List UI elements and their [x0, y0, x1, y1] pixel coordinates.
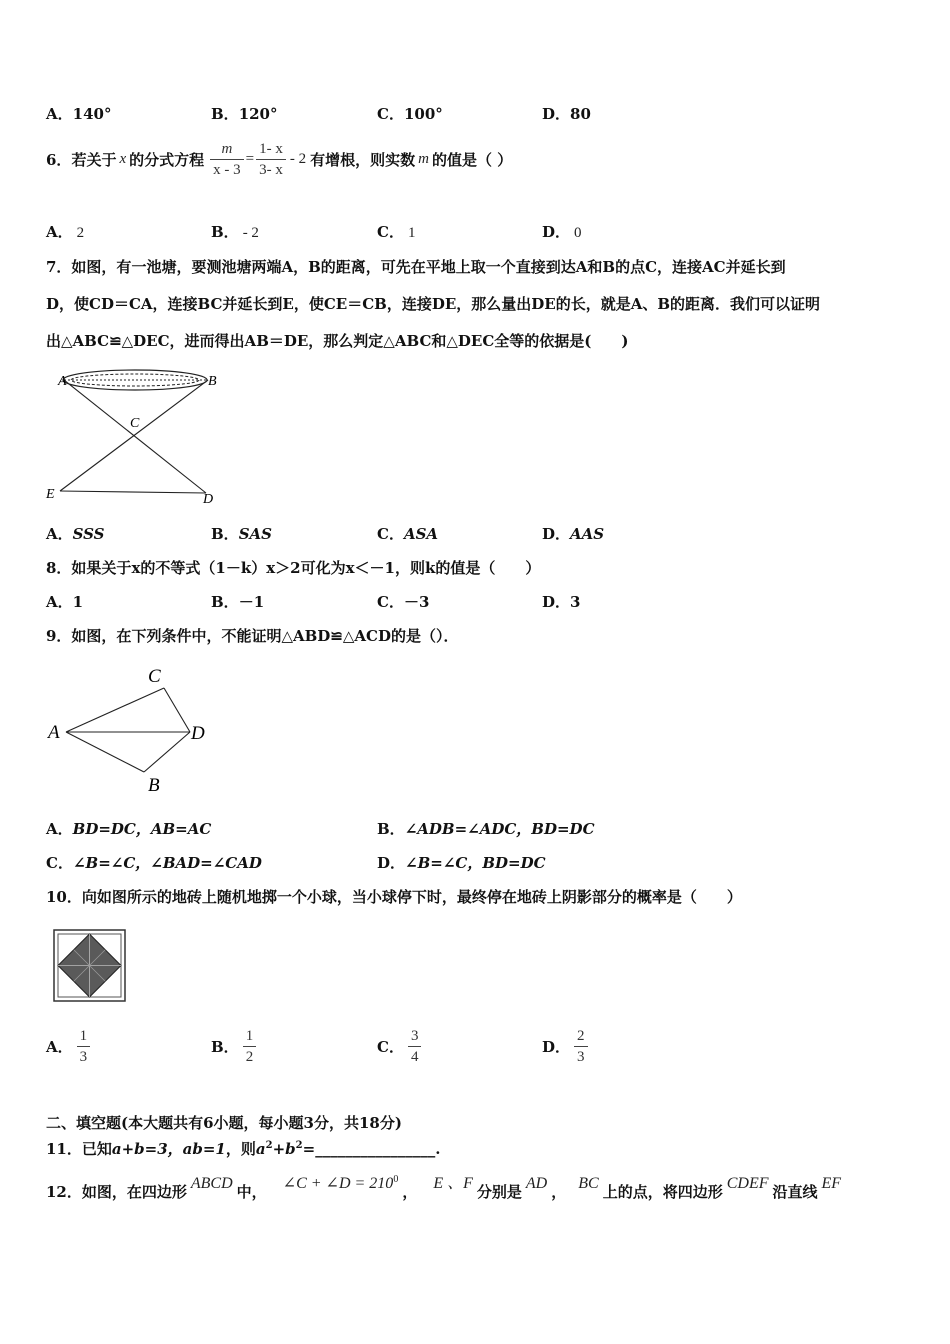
q8-option-d: D．3: [542, 593, 581, 611]
q9-stem: 9．如图，在下列条件中，不能证明△ABD≌△ACD的是（）．: [46, 627, 459, 645]
q5-option-b: B．120°: [211, 105, 278, 123]
q9-option-a: A．BD=DC，AB=AC: [46, 820, 212, 838]
q6-frac-left: $\frac{m}{x - 3}$: [210, 139, 244, 180]
q9-segment-bd: [144, 732, 190, 772]
q6-frac-right: $\frac{1- x}{3- x}$: [256, 139, 286, 180]
q9-option-d: D．∠B=∠C，BD=DC: [377, 854, 546, 872]
q7-line-1: 7．如图，有一池塘，要测池塘两端A，B的距离，可先在平地上取一个直接到达A和B的点C，连接AC并延长到: [46, 258, 786, 276]
q9-segment-ac: [66, 688, 164, 732]
q10-tile-figure: [52, 928, 128, 1004]
q7-option-b: B．SAS: [211, 525, 272, 543]
q7-option-d: D．AAS: [542, 525, 605, 543]
q7-label-d: D: [203, 492, 214, 507]
q9-segment-cd: [164, 688, 190, 732]
question-11: 11．已知a+b=3，ab=1，则$a^2+b^2=\_\_\_\_\_\_\_\_\_\_\_\_\_\_\_\_$.: [46, 1140, 441, 1158]
q9-label-d: D: [191, 723, 205, 744]
q6-option-b: B． - 2: [211, 223, 259, 241]
q6-option-d: D． 0: [542, 223, 582, 241]
q7-option-c: C．ASA: [377, 525, 439, 543]
q7-line-2: D，使CD＝CA，连接BC并延长到E，使CE＝CB，连接DE，那么量出DE的长，就是A、B的距离．我们可以证明: [46, 295, 821, 313]
q6-var-m: m: [418, 151, 429, 167]
question-12: 12．如图，在四边形 ABCD 中， ∠C + ∠D = 210 $^0$ ， E 、F 分别是 AD ， BC 上的点，将四边形 CDEF 沿直线 EF: [46, 1174, 842, 1201]
q8-option-b: B．－1: [211, 593, 265, 611]
q6-suffix1: 有增根，则实数: [310, 151, 416, 169]
q9-segment-ab: [66, 732, 144, 772]
q5-option-a: A．140°: [46, 105, 112, 123]
q8-stem: 8．如果关于x的不等式（1－k）x＞2可化为x＜－1，则k的值是（ ）: [46, 559, 541, 577]
q8-option-a: A．1: [46, 593, 84, 611]
q7-pond-figure: [40, 360, 230, 510]
q5-option-c: C．100°: [377, 105, 443, 123]
q7-label-b: B: [208, 374, 217, 389]
q9-option-b: B．∠ADB=∠ADC，BD=DC: [377, 820, 595, 838]
q5-option-d: D．80: [542, 105, 591, 123]
q6-option-c: C． 1: [377, 223, 416, 241]
q9-label-c: C: [148, 666, 161, 687]
section-2-heading: 二、填空题(本大题共有6小题，每小题3分，共18分): [46, 1114, 402, 1132]
q10-option-d: D． $\frac{2}{3}$: [542, 1026, 588, 1067]
q6-equals: =: [245, 151, 255, 167]
q8-option-c: C．－3: [377, 593, 430, 611]
q9-label-a: A: [48, 722, 60, 743]
q10-option-a: A． $\frac{1}{3}$: [46, 1026, 90, 1067]
q6-suffix2: 的值是（ ）: [431, 151, 513, 169]
q6-option-a: A． 2: [46, 223, 85, 241]
q6-tail: - 2: [289, 151, 307, 167]
q6-mid: 的分式方程: [129, 151, 205, 169]
q10-option-c: C． $\frac{3}{4}$: [377, 1026, 421, 1067]
q7-pond-inner: [71, 374, 199, 386]
q10-option-b: B． $\frac{1}{2}$: [211, 1026, 256, 1067]
q7-segment-ed: [60, 491, 206, 493]
q7-label-c: C: [130, 416, 140, 431]
q10-stem: 10．向如图所示的地砖上随机地掷一个小球，当小球停下时，最终停在地砖上阴影部分的概率是（ ）: [46, 888, 742, 906]
q7-label-a: A: [58, 374, 67, 389]
q6-prefix: 若关于: [71, 151, 117, 169]
q7-line-3: 出△ABC≌△DEC，进而得出AB＝DE，那么判定△ABC和△DEC全等的依据是( ): [46, 332, 629, 350]
q7-label-e: E: [46, 487, 55, 502]
q6-var-x: x: [119, 151, 127, 167]
question-6: [46, 139, 512, 180]
q6-number: 6．: [46, 151, 72, 169]
q7-option-a: A．SSS: [46, 525, 105, 543]
q9-label-b: B: [148, 775, 160, 796]
q9-option-c: C．∠B=∠C，∠BAD=∠CAD: [46, 854, 262, 872]
q9-figure: [44, 660, 224, 800]
q7-segment-be: [60, 380, 208, 491]
